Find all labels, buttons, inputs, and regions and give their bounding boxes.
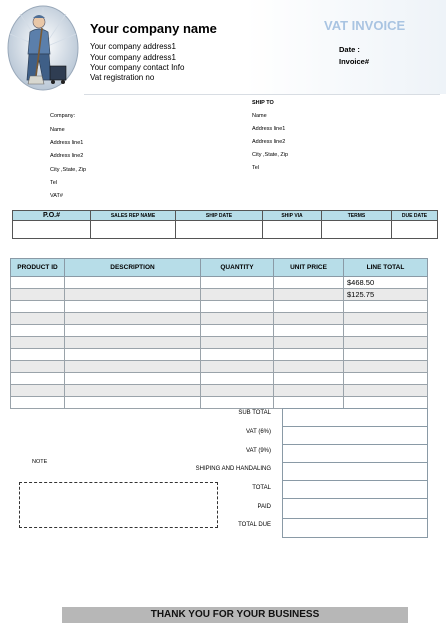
table-row (11, 313, 428, 325)
quantity-header: QUANTITY (201, 259, 274, 277)
company-contact-line: Your company contact Info (90, 63, 185, 72)
description-header: DESCRIPTION (65, 259, 201, 277)
vat-registration-line: Vat registration no (90, 73, 155, 82)
ship-to-address2-label: Address line2 (252, 139, 286, 145)
terms-cell[interactable] (322, 221, 392, 239)
ship-via-header: SHIP VIA (263, 211, 322, 221)
shipping-label: SHIPING AND HANDALING (195, 466, 271, 472)
header-divider (84, 94, 440, 95)
po-number-cell[interactable] (13, 221, 91, 239)
total-label: TOTAL (252, 485, 271, 491)
product-id-cell[interactable] (11, 277, 65, 289)
vat-6-label: VAT (6%) (245, 429, 271, 435)
thank-you-text: THANK YOU FOR YOUR BUSINESS (150, 609, 320, 620)
line-total-cell[interactable]: $125.75 (344, 289, 428, 301)
bill-to-company-label: Company: (50, 113, 76, 119)
totals-divider (282, 462, 428, 463)
ship-to-name-label: Name (252, 113, 267, 119)
table-row (11, 397, 428, 409)
janitor-with-mop-icon (6, 4, 80, 92)
description-cell[interactable] (65, 289, 201, 301)
product-id-cell[interactable] (11, 289, 65, 301)
ship-via-cell[interactable] (263, 221, 322, 239)
line-items-table (10, 258, 428, 409)
table-row (11, 349, 428, 361)
line-total-header: LINE TOTAL (344, 259, 428, 277)
table-row (11, 337, 428, 349)
unit-price-header: UNIT PRICE (274, 259, 344, 277)
bill-to-vat-label: VAT# (50, 193, 63, 199)
table-row (11, 361, 428, 373)
bill-to-address2-label: Address line2 (50, 153, 84, 159)
table-row (11, 373, 428, 385)
ship-to-tel-label: Tel (252, 165, 260, 171)
bill-to-city-label: City ,State, Zip (50, 167, 87, 173)
ship-date-header: SHIP DATE (176, 211, 263, 221)
subtotal-label: SUB TOTAL (238, 410, 271, 416)
sales-rep-header: SALES REP NAME (91, 211, 176, 221)
quantity-cell[interactable] (201, 277, 274, 289)
ship-to-address1-label: Address line1 (252, 126, 286, 132)
description-cell[interactable] (65, 277, 201, 289)
sales-rep-cell[interactable] (91, 221, 176, 239)
bill-to-name-label: Name (50, 127, 65, 133)
totals-divider (282, 426, 428, 427)
note-label: NOTE (32, 459, 48, 465)
vat-9-label: VAT (9%) (245, 448, 271, 454)
invoice-number-label: Invoice# (339, 57, 370, 66)
totals-divider (282, 498, 428, 499)
due-date-cell[interactable] (392, 221, 438, 239)
totals-divider (282, 518, 428, 519)
line-total-cell[interactable]: $468.50 (344, 277, 428, 289)
paid-label: PAID (257, 504, 271, 510)
terms-header: TERMS (322, 211, 392, 221)
table-row (11, 277, 428, 289)
note-box[interactable] (19, 482, 218, 528)
product-id-header: PRODUCT ID (11, 259, 65, 277)
company-name: Your company name (90, 21, 217, 36)
totals-divider (282, 480, 428, 481)
ship-date-cell[interactable] (176, 221, 263, 239)
totals-divider (282, 444, 428, 445)
table-row (11, 385, 428, 397)
quantity-cell[interactable] (201, 289, 274, 301)
bill-to-tel-label: Tel (50, 180, 58, 186)
unit-price-cell[interactable] (274, 277, 344, 289)
company-address-line: Your company address1 (90, 42, 176, 51)
order-info-table (12, 210, 438, 239)
po-number-header: P.O.# (13, 211, 91, 221)
company-address-line: Your company address1 (90, 53, 176, 62)
total-due-label: TOTAL DUE (238, 522, 271, 528)
bill-to-address1-label: Address line1 (50, 140, 84, 146)
ship-to-city-label: City ,State, Zip (252, 152, 289, 158)
unit-price-cell[interactable] (274, 289, 344, 301)
due-date-header: DUE DATE (392, 211, 438, 221)
table-row (11, 325, 428, 337)
ship-to-title: SHIP TO (252, 100, 274, 106)
footer-bar (62, 607, 408, 623)
table-row (11, 289, 428, 301)
invoice-title: VAT INVOICE (324, 18, 406, 33)
date-label: Date : (339, 45, 360, 54)
table-row (11, 301, 428, 313)
